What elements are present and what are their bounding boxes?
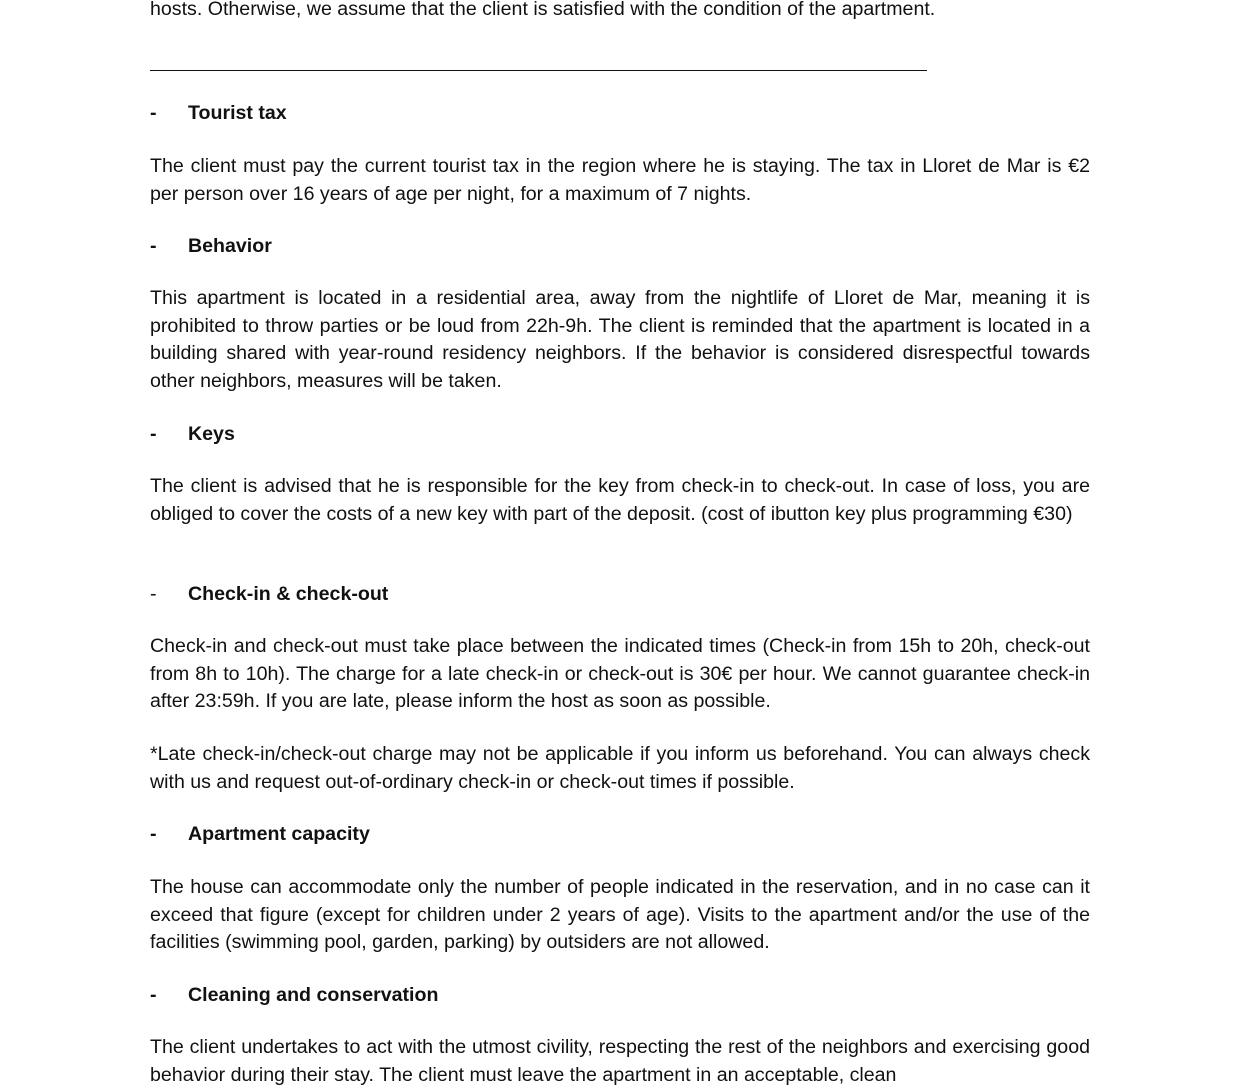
heading-keys bbox=[150, 421, 235, 448]
heading-text: Check-in & check-out bbox=[188, 583, 389, 605]
paragraph-late-check-in-note: *Late check-in/check-out charge may not be applicable if you inform us beforehand. You can always check with us and request out-of-ordinary check-in or check-out times if possible. bbox=[150, 743, 1090, 793]
paragraph-apartment-capacity: The house can accommodate only the number of people indicated in the reservation, and in no case can it exceed that figure (except for children under 2 years of age). Visits to the apartment and/or the use of the facilities (swimming pool, garden, parking) by outsiders are not allowed. bbox=[150, 876, 1090, 954]
heading-cleaning-and-conservation bbox=[150, 982, 438, 1009]
heading-text: Cleaning and conservation bbox=[188, 984, 439, 1006]
heading-apartment-capacity bbox=[150, 821, 370, 848]
bullet-dash: - bbox=[150, 984, 157, 1006]
heading-text: Behavior bbox=[188, 235, 272, 257]
bullet-dash: - bbox=[150, 823, 157, 845]
paragraph-behavior: This apartment is located in a residential area, away from the nightlife of Lloret de Mar, meaning it is prohibited to throw parties or be loud from 22h-9h. The client is reminded that the apartment is located in a building shared with year-round residency neighbors. If the behavior is considered disrespectful towards other neighbors, measures will be taken. bbox=[150, 287, 1090, 392]
heading-text: Tourist tax bbox=[188, 102, 287, 124]
paragraph-check-in-times: Check-in and check-out must take place between the indicated times (Check-in from 15h to 20h, check-out from 8h to 10h). The charge for a late check-in or check-out is 30€ per hour. We cannot guarantee check-in after 23:59h. If you are late, please inform the host as soon as possible. bbox=[150, 635, 1090, 713]
paragraph-tourist-tax: The client must pay the current tourist tax in the region where he is staying. The tax in Lloret de Mar is €2 per person over 16 years of age per night, for a maximum of 7 nights. bbox=[150, 155, 1090, 205]
bullet-dash: - bbox=[150, 583, 157, 605]
heading-text: Apartment capacity bbox=[188, 823, 370, 845]
bullet-dash: - bbox=[150, 235, 157, 257]
intro-tail-paragraph: hosts. Otherwise, we assume that the client is satisfied with the condition of the apartment. bbox=[150, 0, 936, 20]
horizontal-divider bbox=[150, 70, 927, 71]
heading-check-in-check-out bbox=[150, 581, 388, 608]
heading-tourist-tax bbox=[150, 100, 287, 127]
heading-text: Keys bbox=[188, 423, 235, 445]
paragraph-cleaning-and-conservation: The client undertakes to act with the utmost civility, respecting the rest of the neighbors and exercising good behavior during their stay. The client must leave the apartment in an acceptable, clean bbox=[150, 1036, 1090, 1086]
bullet-dash: - bbox=[150, 423, 157, 445]
heading-behavior bbox=[150, 233, 272, 260]
paragraph-keys: The client is advised that he is responsible for the key from check-in to check-out. In case of loss, you are obliged to cover the costs of a new key with part of the deposit. (cost of ibutton key plus programming €30) bbox=[150, 475, 1090, 525]
bullet-dash: - bbox=[150, 102, 157, 124]
